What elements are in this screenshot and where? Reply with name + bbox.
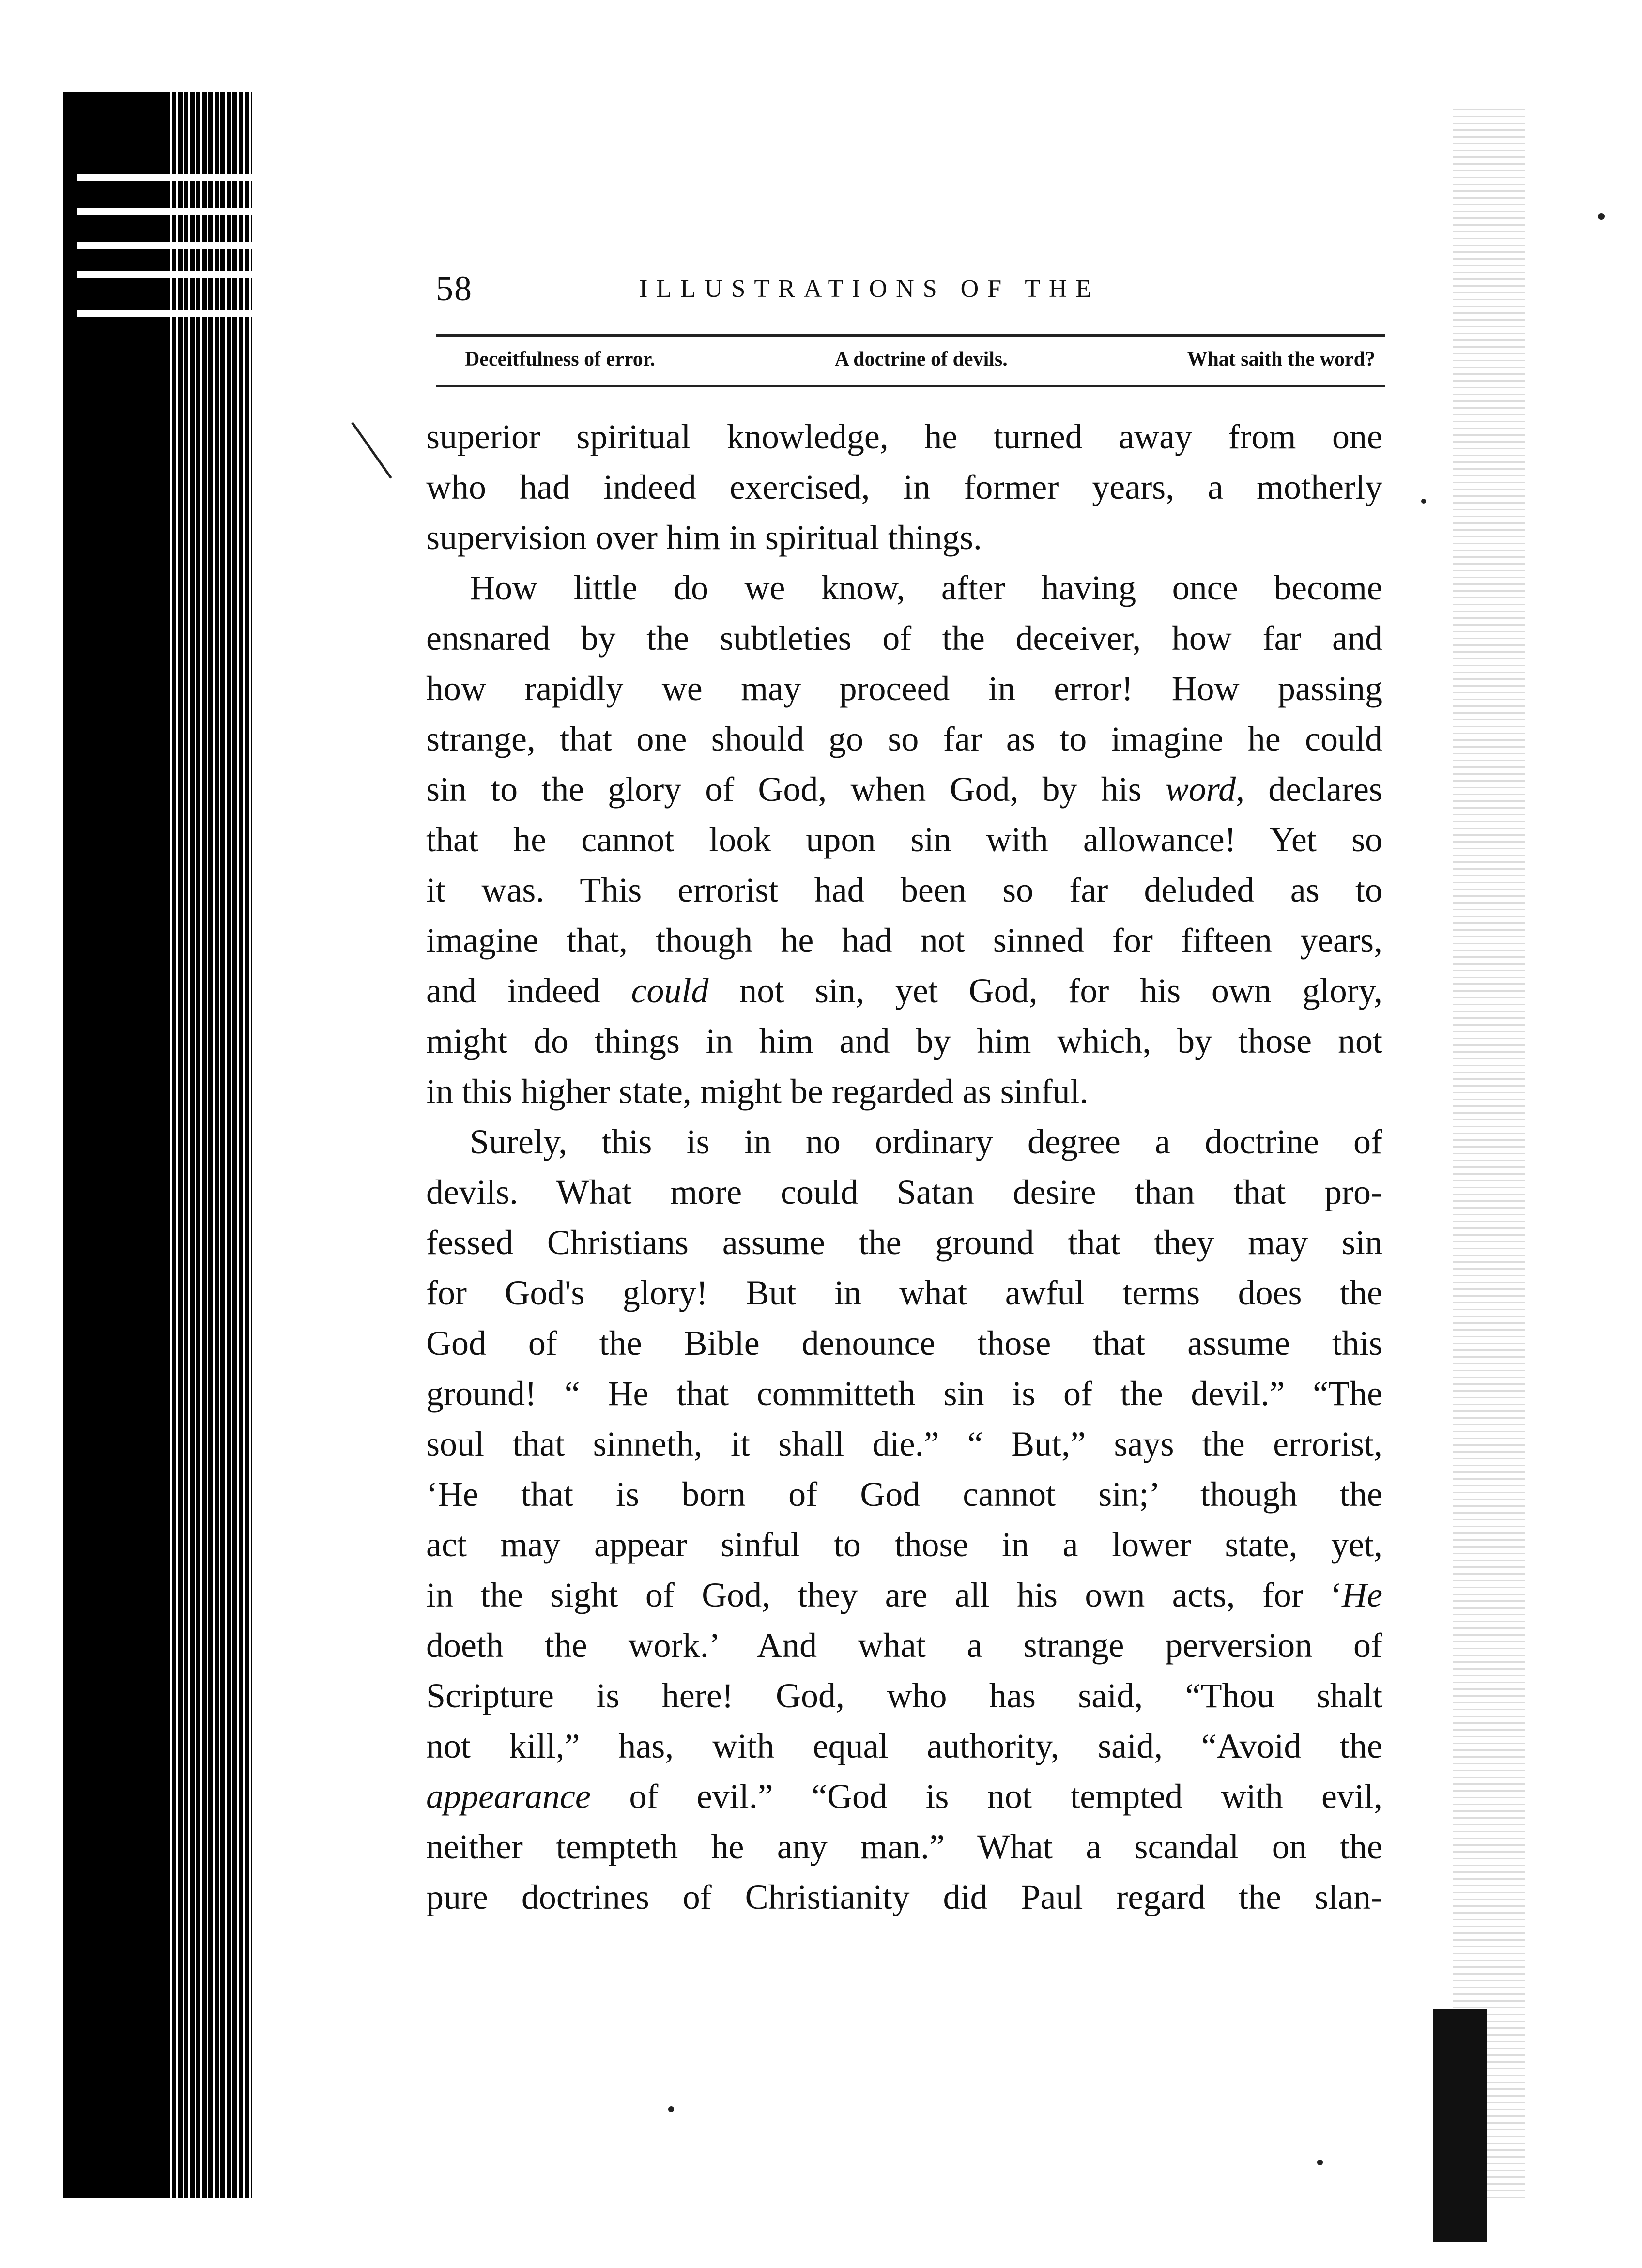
text-line: act may appear sinful to those in a lower state, yet, (426, 1525, 1382, 1564)
topic-item: Deceitfulness of error. (465, 348, 656, 370)
binding-shadow-right (1453, 107, 1525, 2198)
text-line: not kill,” has, with equal authority, said, “Avoid the (426, 1727, 1382, 1765)
text-line: Scripture is here! God, who has said, “Thou shalt (426, 1676, 1382, 1715)
header-rule-top (436, 334, 1385, 337)
binding-dark-corner (1433, 2009, 1487, 2242)
italic-word: He (1342, 1576, 1382, 1614)
text-line: for God's glory! But in what awful terms does the (426, 1273, 1382, 1312)
text-run: in the sight of God, they are all his own acts, for ‘ (426, 1576, 1342, 1614)
text-line: how rapidly we may proceed in error! How passing (426, 669, 1382, 708)
italic-word: word, (1165, 770, 1245, 809)
topic-summary (465, 348, 1375, 377)
text-line: God of the Bible denounce those that assume this (426, 1324, 1382, 1363)
scan-speck (668, 2106, 674, 2112)
header-rule-bottom (436, 385, 1385, 387)
scan-speck (1317, 2160, 1323, 2165)
text-run: and indeed (426, 971, 600, 1010)
text-line: soul that sinneth, it shall die.” “ But,” says the errorist, (426, 1425, 1382, 1463)
text-run: not sin, yet God, for his own glory, (739, 971, 1383, 1010)
page-header (436, 269, 1399, 312)
binding-gap (77, 208, 252, 215)
text-line: it was. This errorist had been so far deluded as to (426, 871, 1382, 909)
topic-item: A doctrine of devils. (834, 348, 1008, 370)
text-line: devils. What more could Satan desire than that pro- (426, 1173, 1382, 1211)
text-line: might do things in him and by him which, by those not (426, 1022, 1382, 1060)
text-line: who had indeed exercised, in former years, a motherly (426, 468, 1382, 506)
page-body (426, 412, 1382, 1922)
scan-speck (1421, 499, 1426, 504)
text-line: neither tempteth he any man.” What a scandal on the (426, 1827, 1382, 1866)
italic-word: appearance (426, 1777, 591, 1816)
topic-item: What saith the word? (1187, 348, 1375, 370)
binding-gap (77, 310, 252, 317)
text-line: that he cannot look upon sin with allowance! Yet so (426, 820, 1382, 859)
text-run: declares (1268, 770, 1383, 809)
text-line: ‘He that is born of God cannot sin;’ though the (426, 1475, 1382, 1514)
running-title: ILLUSTRATIONS OF THE (639, 275, 1100, 303)
text-line: in this higher state, might be regarded as sinful. (426, 1072, 1089, 1111)
binding-gap (77, 242, 252, 249)
text-line: How little do we know, after having once become (470, 568, 1382, 607)
binding-shadow-left (63, 92, 252, 2198)
binding-gap (77, 174, 252, 181)
italic-word: could (631, 971, 709, 1010)
page-number: 58 (436, 269, 473, 308)
text-line: supervision over him in spiritual things. (426, 518, 982, 557)
text-line (426, 1570, 1382, 1620)
text-line: Surely, this is in no ordinary degree a doctrine of (470, 1122, 1382, 1161)
text-line: doeth the work.’ And what a strange perversion of (426, 1626, 1382, 1665)
text-line: strange, that one should go so far as to imagine he could (426, 720, 1382, 758)
scan-speck (1598, 213, 1605, 220)
text-line: ensnared by the subtleties of the deceiver, how far and (426, 619, 1382, 658)
text-line: superior spiritual knowledge, he turned away from one (426, 417, 1382, 456)
text-line (426, 764, 1382, 814)
text-line (426, 1771, 1382, 1822)
text-line (426, 965, 1382, 1016)
text-line: ground! “ He that committeth sin is of the devil.” “The (426, 1374, 1382, 1413)
text-line: imagine that, though he had not sinned for fifteen years, (426, 921, 1382, 960)
text-line: fessed Christians assume the ground that they may sin (426, 1223, 1382, 1262)
text-run: of evil.” “God is not tempted with evil, (629, 1777, 1382, 1816)
text-run: sin to the glory of God, when God, by his (426, 770, 1142, 809)
binding-gap (77, 271, 252, 278)
scan-stroke (351, 422, 392, 479)
text-line: pure doctrines of Christianity did Paul regard the slan- (426, 1878, 1382, 1916)
